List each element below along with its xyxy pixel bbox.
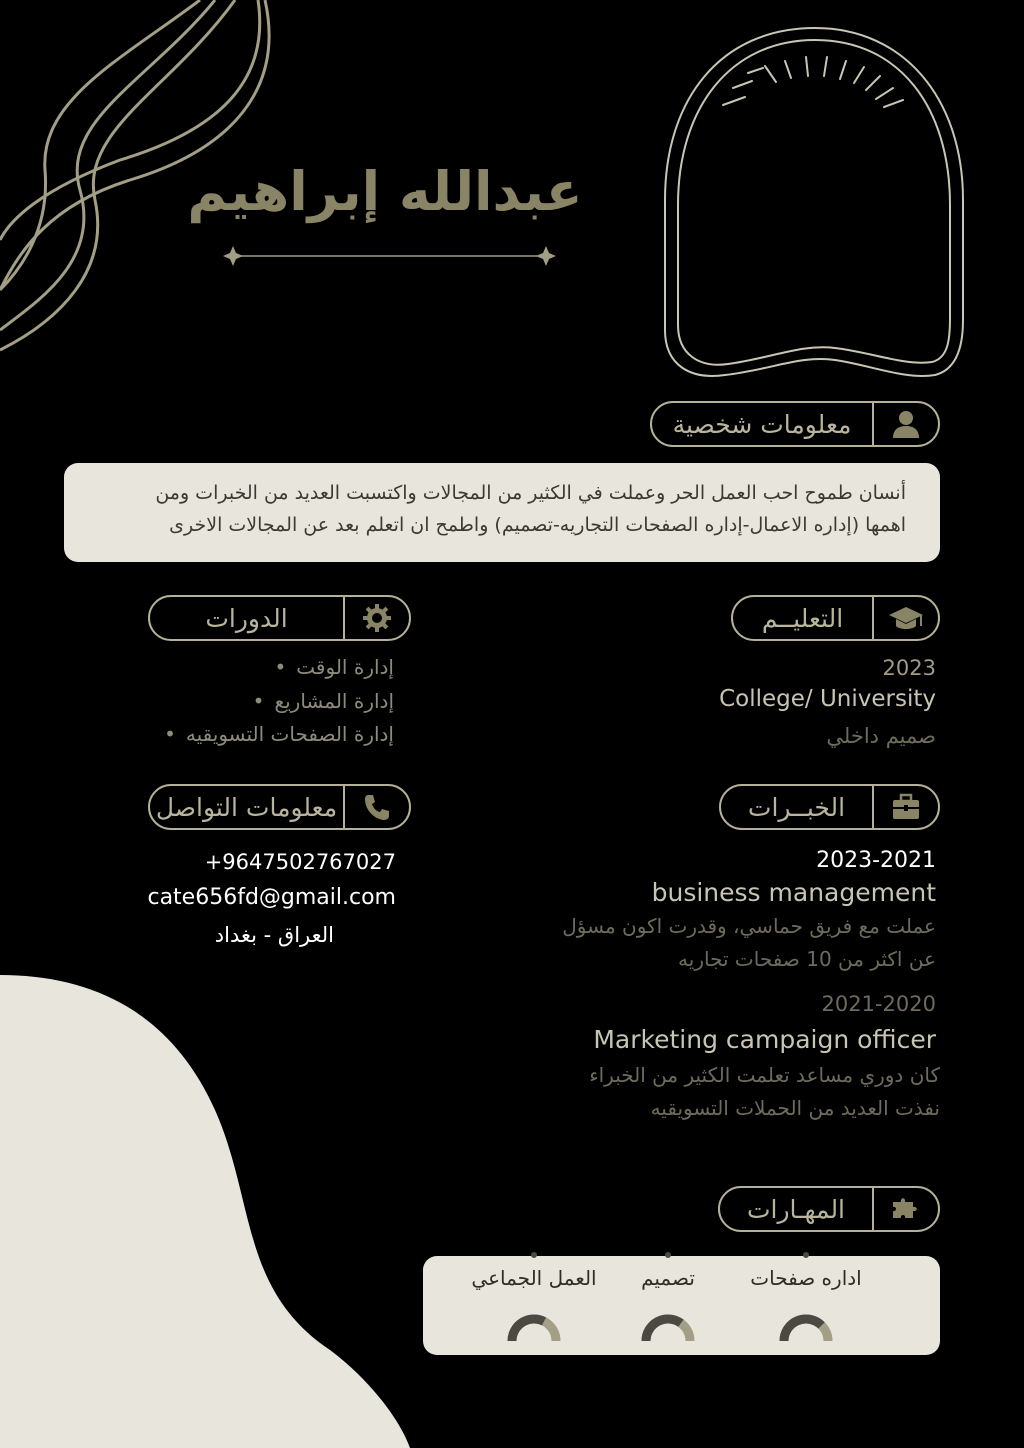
course-label: إدارة المشاريع [274, 689, 394, 713]
about-panel [64, 463, 940, 562]
gear-icon [343, 597, 409, 639]
section-title: التعليــم [761, 603, 844, 633]
experience-title: business management [651, 878, 936, 907]
skill-label: العمل الجماعي [471, 1266, 597, 1290]
contact-phone[interactable]: +9647502767027 [204, 850, 396, 874]
contact-address: العراق - بغداد [214, 923, 334, 947]
section-title: المهـارات [746, 1194, 846, 1224]
skill-gauge-fill [784, 1319, 822, 1341]
skill-marker-dot [803, 1252, 809, 1258]
skill-gauge-fill [646, 1319, 681, 1341]
section-experience [719, 784, 940, 830]
education-school: College/ University [719, 686, 936, 712]
skill-gauge [776, 1311, 836, 1343]
person-name: عبدالله إبراهيم [187, 160, 583, 223]
experience-years: 2023-2021 [816, 848, 936, 873]
section-personal-info [650, 401, 940, 447]
graduation-cap-icon [872, 597, 938, 639]
experience-desc: نفذت العديد من الحملات التسويقيه [650, 1096, 940, 1120]
experience-desc: عن اكثر من 10 صفحات تجاريه [678, 947, 936, 971]
skill-marker-dot [665, 1252, 671, 1258]
puzzle-icon [872, 1188, 938, 1230]
skill-label: اداره صفحات [750, 1266, 862, 1290]
skill-label: تصميم [641, 1266, 695, 1290]
section-title: معلومات شخصية [672, 409, 852, 439]
skill-marker-dot [531, 1252, 537, 1258]
experience-desc: عملت مع فريق حماسي، وقدرت اكون مسؤل [562, 914, 936, 938]
about-line: أنسان طموح احب العمل الحر وعملت في الكثير من المجالات واكتسبت العديد من الخبرات ومن [155, 482, 906, 504]
course-item: إدارة المشاريع• [252, 689, 394, 713]
section-title: الخبــرات [747, 792, 846, 822]
experience-title: Marketing campaign officer [593, 1025, 936, 1054]
education-major: صميم داخلي [826, 724, 936, 748]
briefcase-icon [872, 786, 938, 828]
section-skills [718, 1186, 940, 1232]
contact-email[interactable]: cate656fd@gmail.com [147, 885, 396, 910]
skill-gauge [638, 1311, 698, 1343]
skill-gauge-fill [512, 1319, 544, 1341]
course-item: إدارة الوقت• [274, 655, 394, 679]
skill-gauge [504, 1311, 564, 1343]
phone-icon [343, 786, 409, 828]
course-item: إدارة الصفحات التسويقيه• [164, 722, 394, 746]
section-education [731, 595, 940, 641]
section-title: معلومات التواصل [155, 792, 338, 822]
user-icon [872, 403, 938, 445]
course-label: إدارة الصفحات التسويقيه [185, 722, 394, 746]
section-contact [148, 784, 411, 830]
course-label: إدارة الوقت [296, 655, 394, 679]
experience-years: 2021-2020 [821, 992, 936, 1016]
section-courses [148, 595, 411, 641]
about-line: اهمها (إداره الاعمال-إداره الصفحات التجاريه-تصميم) واطمح ان اتعلم بعد عن المجالات الاخرى [169, 514, 906, 536]
section-title: الدورات [205, 603, 288, 633]
experience-desc: كان دوري مساعد تعلمت الكثير من الخبراء [589, 1063, 940, 1087]
education-year: 2023 [882, 656, 936, 680]
